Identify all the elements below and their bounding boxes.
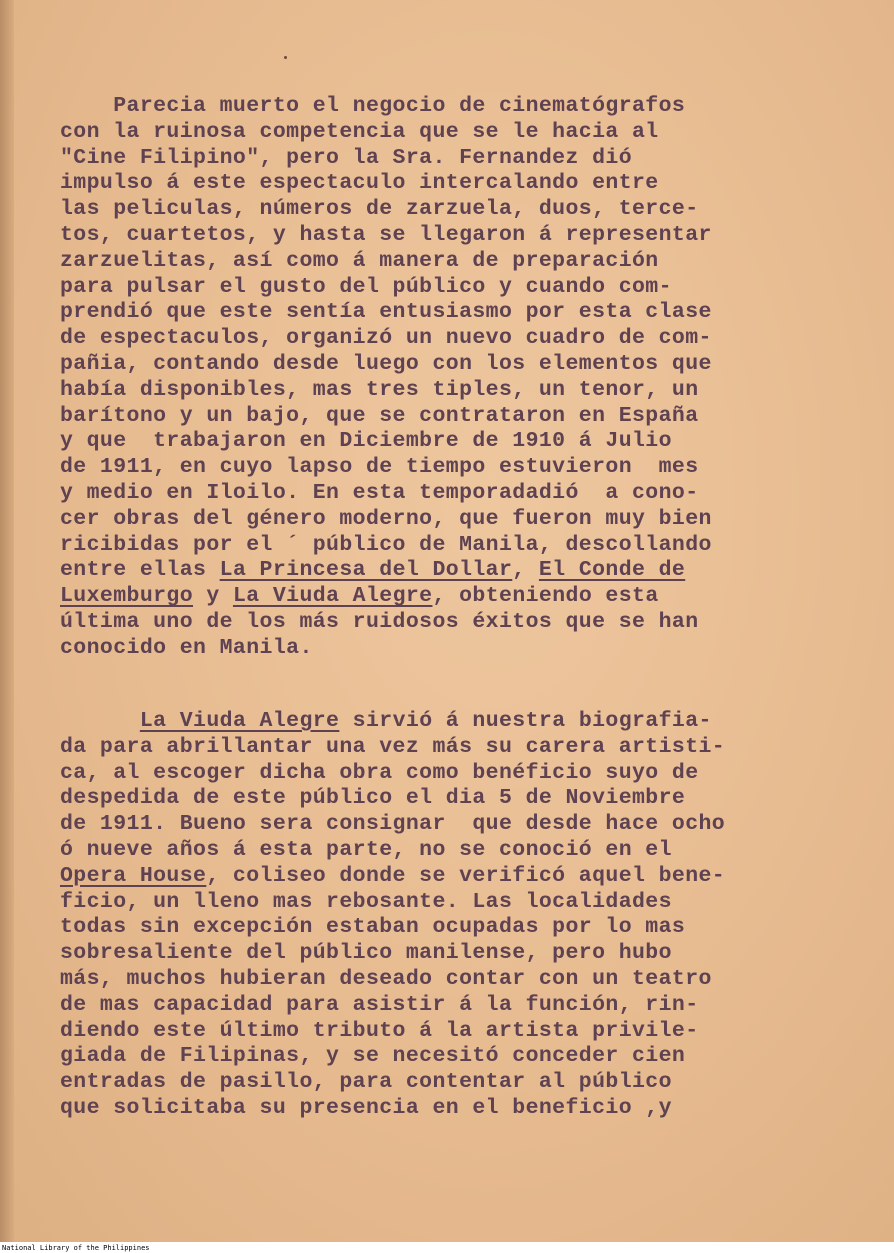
text-line: última uno de los más ruidosos éxitos que se han <box>60 609 699 634</box>
text-line: de mas capacidad para asistir á la función, rin- <box>60 992 699 1017</box>
text-line: pañia, contando desde luego con los elementos que <box>60 351 712 376</box>
text-line: de espectaculos, organizó un nuevo cuadro de com- <box>60 326 712 351</box>
text-fragment: , obteniendo esta <box>432 584 659 609</box>
underlined-title: Opera House <box>60 863 207 888</box>
text-line: Parecia muerto el negocio de cinematógrafos <box>60 94 686 118</box>
text-line: más, muchos hubieran deseado contar con un teatro <box>60 966 712 991</box>
text-line: despedida de este público el dia 5 de Noviembre <box>60 786 686 811</box>
page-binding-edge <box>0 0 14 1242</box>
underlined-title: La Viuda Alegre <box>139 709 340 733</box>
text-line: sobresaliente del público manilense, pero hubo <box>60 941 672 966</box>
text-line: tos, cuartetos, y hasta se llegaron á representar <box>60 222 712 247</box>
text-fragment: sirvió á nuestra biografia- <box>339 709 712 733</box>
text-line: conocido en Manila. <box>60 635 313 660</box>
text-line: para pulsar el gusto del público y cuando com- <box>60 274 672 299</box>
text-line: todas sin excepción estaban ocupadas por lo mas <box>60 915 686 940</box>
text-line: cer obras del género moderno, que fueron muy bien <box>60 506 712 531</box>
text-line: y medio en Iloilo. En esta temporadadió a cono- <box>60 480 699 505</box>
text-fragment <box>60 709 140 733</box>
ink-speck <box>284 56 287 59</box>
text-line: con la ruinosa competencia que se le hacia al <box>60 119 659 144</box>
text-line: de 1911. Bueno sera consignar que desde hace ocho <box>60 812 726 837</box>
text-line: da para abrillantar una vez más su carera artisti- <box>60 734 726 759</box>
paragraph-2 <box>60 709 844 1122</box>
text-fragment: , <box>512 558 539 583</box>
text-line: entradas de pasillo, para contentar al público <box>60 1070 672 1095</box>
text-fragment: y <box>193 584 233 609</box>
text-line: diendo este último tributo á la artista privile- <box>60 1018 699 1043</box>
paragraph-1 <box>60 94 844 662</box>
text-line: barítono y un bajo, que se contrataron en España <box>60 403 699 428</box>
text-line: ca, al escoger dicha obra como benéficio suyo de <box>60 760 699 785</box>
text-line <box>60 584 844 610</box>
text-line <box>60 709 844 735</box>
text-line: y que trabajaron en Diciembre de 1910 á Julio <box>60 429 672 454</box>
text-line: las peliculas, números de zarzuela, duos, terce- <box>60 197 699 222</box>
text-line: que solicitaba su presencia en el beneficio ,y <box>60 1095 672 1120</box>
library-credit: National Library of the Philippines <box>2 1244 150 1252</box>
underlined-title: La Princesa del Dollar <box>219 558 513 583</box>
text-line: había disponibles, mas tres tiples, un tenor, un <box>60 377 699 402</box>
text-line: prendió que este sentía entusiasmo por esta clase <box>60 300 712 325</box>
text-line: ricibidas por el ´ público de Manila, descollando <box>60 532 712 557</box>
underlined-title: El Conde de <box>538 558 686 583</box>
text-line <box>60 558 844 584</box>
text-fragment: , coliseo donde se verificó aquel bene- <box>206 863 726 888</box>
text-line: impulso á este espectaculo intercalando entre <box>60 171 659 196</box>
text-line: de 1911, en cuyo lapso de tiempo estuvieron mes <box>60 455 699 480</box>
text-line: "Cine Filipino", pero la Sra. Fernandez dió <box>60 145 632 170</box>
text-line: giada de Filipinas, y se necesitó conceder cien <box>60 1044 686 1069</box>
text-fragment: entre ellas <box>60 558 220 583</box>
text-line: ficio, un lleno mas rebosante. Las localidades <box>60 889 672 914</box>
text-line: zarzuelitas, así como á manera de preparación <box>60 248 659 273</box>
underlined-title: Luxemburgo <box>60 584 194 609</box>
underlined-title: La Viuda Alegre <box>232 584 433 609</box>
text-line: ó nueve años á esta parte, no se conoció en el <box>60 837 672 862</box>
text-line <box>60 864 844 890</box>
